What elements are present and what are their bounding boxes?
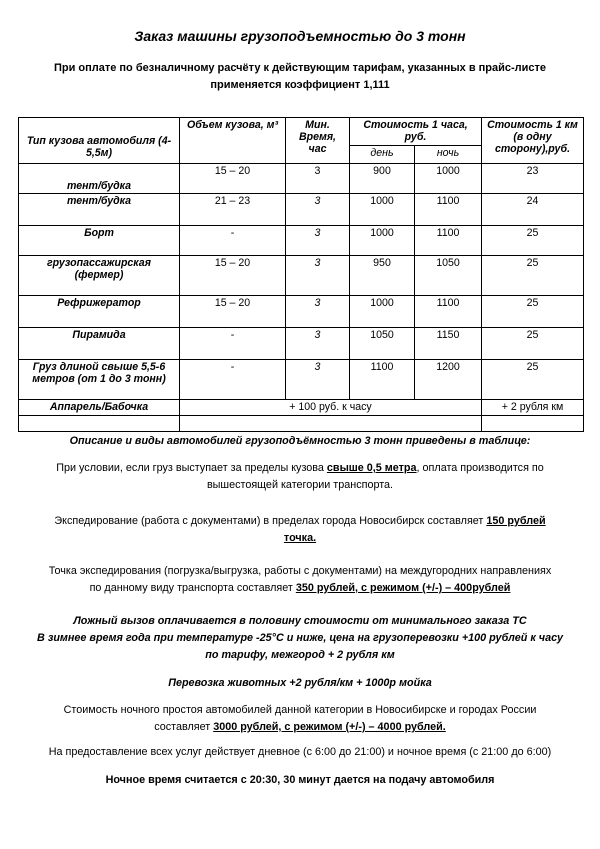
table-row — [19, 360, 584, 400]
row-volume: 15 – 20 — [180, 296, 286, 328]
row-night-price: 1150 — [415, 328, 482, 360]
oversize-pre: При условии, если груз выступает за пределы кузова — [56, 462, 327, 474]
row-day-price: 1000 — [350, 296, 415, 328]
row-km-price: 24 — [482, 194, 584, 226]
row-type: тент/будка — [19, 194, 180, 226]
row-type: Пирамида — [19, 328, 180, 360]
row-type: Рефрижератор — [19, 296, 180, 328]
table-row — [19, 256, 584, 296]
row-day-price: 1000 — [350, 226, 415, 256]
empty-cell — [19, 416, 180, 432]
header-cost-hour: Стоимость 1 часа, руб. — [350, 118, 482, 146]
apparel-row-hour: + 100 руб. к часу — [180, 400, 482, 416]
empty-cell — [482, 416, 584, 432]
row-night-price: 1100 — [415, 226, 482, 256]
night-idle-line1: Стоимость ночного простоя автомобилей данной категории в Новосибирске и городах России — [63, 704, 537, 716]
apparel-row-km: + 2 рубля км — [482, 400, 584, 416]
night-idle-pre: составляет — [154, 721, 214, 733]
row-min-time: 3 — [286, 256, 350, 296]
night-time-note: Ночное время считается с 20:30, 30 минут дается на подачу автомобиля — [105, 774, 495, 786]
intercity-note — [0, 563, 600, 597]
row-day-price: 900 — [350, 164, 415, 194]
row-day-price: 1050 — [350, 328, 415, 360]
row-km-price: 25 — [482, 256, 584, 296]
oversize-underline: свыше 0,5 метра — [326, 462, 417, 474]
row-night-price: 1100 — [415, 194, 482, 226]
winter-note-line1: В зимнее время года при температуре -25°С и ниже, цена на грузоперевозки +100 рублей к часу — [37, 632, 563, 644]
row-night-price: 1200 — [415, 360, 482, 400]
table-row — [19, 226, 584, 256]
oversize-note — [0, 460, 600, 494]
intercity-underline: 350 рублей, с режимом (+/-) – 400рублей — [295, 582, 511, 594]
header-day: день — [350, 146, 415, 164]
night-idle-underline: 3000 рублей, с режимом (+/-) – 4000 рублей. — [213, 721, 446, 733]
day-night-note: На предоставление всех услуг действует дневное (с 6:00 до 21:00) и ночное время (с 21:00 до 6:00) — [48, 746, 552, 758]
row-min-time: 3 — [286, 226, 350, 256]
expedite-underline2: точка. — [283, 532, 317, 544]
row-km-price: 25 — [482, 296, 584, 328]
row-volume: 15 – 20 — [180, 164, 286, 194]
row-volume: 15 – 20 — [180, 256, 286, 296]
row-volume: 21 – 23 — [180, 194, 286, 226]
row-volume: - — [180, 328, 286, 360]
row-type: Груз длиной свыше 5,5-6 метров (от 1 до 3 тонн) — [19, 360, 180, 400]
row-min-time: 3 — [286, 296, 350, 328]
row-night-price: 1100 — [415, 296, 482, 328]
row-km-price: 25 — [482, 360, 584, 400]
table-row — [19, 296, 584, 328]
row-min-time: 3 — [286, 194, 350, 226]
night-idle-note — [0, 702, 600, 736]
table-row — [19, 328, 584, 360]
expedite-underline1: 150 рублей — [486, 515, 546, 527]
payment-note-line2: применяется коэффициент 1,111 — [210, 79, 390, 91]
row-volume: - — [180, 226, 286, 256]
row-km-price: 25 — [482, 328, 584, 360]
intercity-pre: по данному виду транспорта составляет — [89, 582, 296, 594]
row-night-price: 1050 — [415, 256, 482, 296]
payment-note-line1: При оплате по безналичному расчёту к действующим тарифам, указанных в прайс-листе — [53, 62, 547, 74]
expedite-pre: Экспедирование (работа с документами) в пределах города Новосибирск составляет — [54, 515, 487, 527]
price-table — [18, 117, 584, 432]
apparel-row-type: Аппарель/Бабочка — [19, 400, 180, 416]
row-km-price: 25 — [482, 226, 584, 256]
intercity-line1: Точка экспедирования (погрузка/выгрузка, работы с документами) на междугородних направлениях — [48, 565, 552, 577]
header-type: Тип кузова автомобиля (4-5,5м) — [19, 118, 180, 164]
expedite-note — [0, 513, 600, 547]
false-call-note: Ложный вызов оплачивается в половину стоимости от минимального заказа ТС — [73, 615, 527, 627]
header-volume: Объем кузова, м³ — [180, 118, 286, 164]
row-type: грузопассажирская (фермер) — [19, 256, 180, 296]
description-heading: Описание и виды автомобилей грузоподъёмностью 3 тонн приведены в таблице: — [69, 435, 531, 447]
oversize-post: , оплата производится по — [416, 462, 544, 474]
oversize-line2: вышестоящей категории транспорта. — [206, 479, 394, 491]
row-night-price: 1000 — [415, 164, 482, 194]
row-min-time: 3 — [286, 360, 350, 400]
row-type: Борт — [19, 226, 180, 256]
row-day-price: 1000 — [350, 194, 415, 226]
table-row — [19, 164, 584, 194]
row-volume: - — [180, 360, 286, 400]
table-row — [19, 194, 584, 226]
row-day-price: 1100 — [350, 360, 415, 400]
row-min-time: 3 — [286, 328, 350, 360]
animals-note: Перевозка животных +2 рубля/км + 1000р мойка — [168, 677, 432, 689]
row-km-price: 23 — [482, 164, 584, 194]
header-min-time: Мин. Время, час — [286, 118, 350, 164]
page-title: Заказ машины грузоподъемностью до 3 тонн — [134, 28, 466, 44]
empty-cell — [180, 416, 482, 432]
row-type: тент/будка — [19, 164, 180, 194]
row-day-price: 950 — [350, 256, 415, 296]
winter-note-line2: по тарифу, межгород + 2 рубля км — [205, 649, 395, 661]
header-night: ночь — [415, 146, 482, 164]
header-cost-km: Стоимость 1 км (в одну сторону),руб. — [482, 118, 584, 164]
row-min-time: 3 — [286, 164, 350, 194]
